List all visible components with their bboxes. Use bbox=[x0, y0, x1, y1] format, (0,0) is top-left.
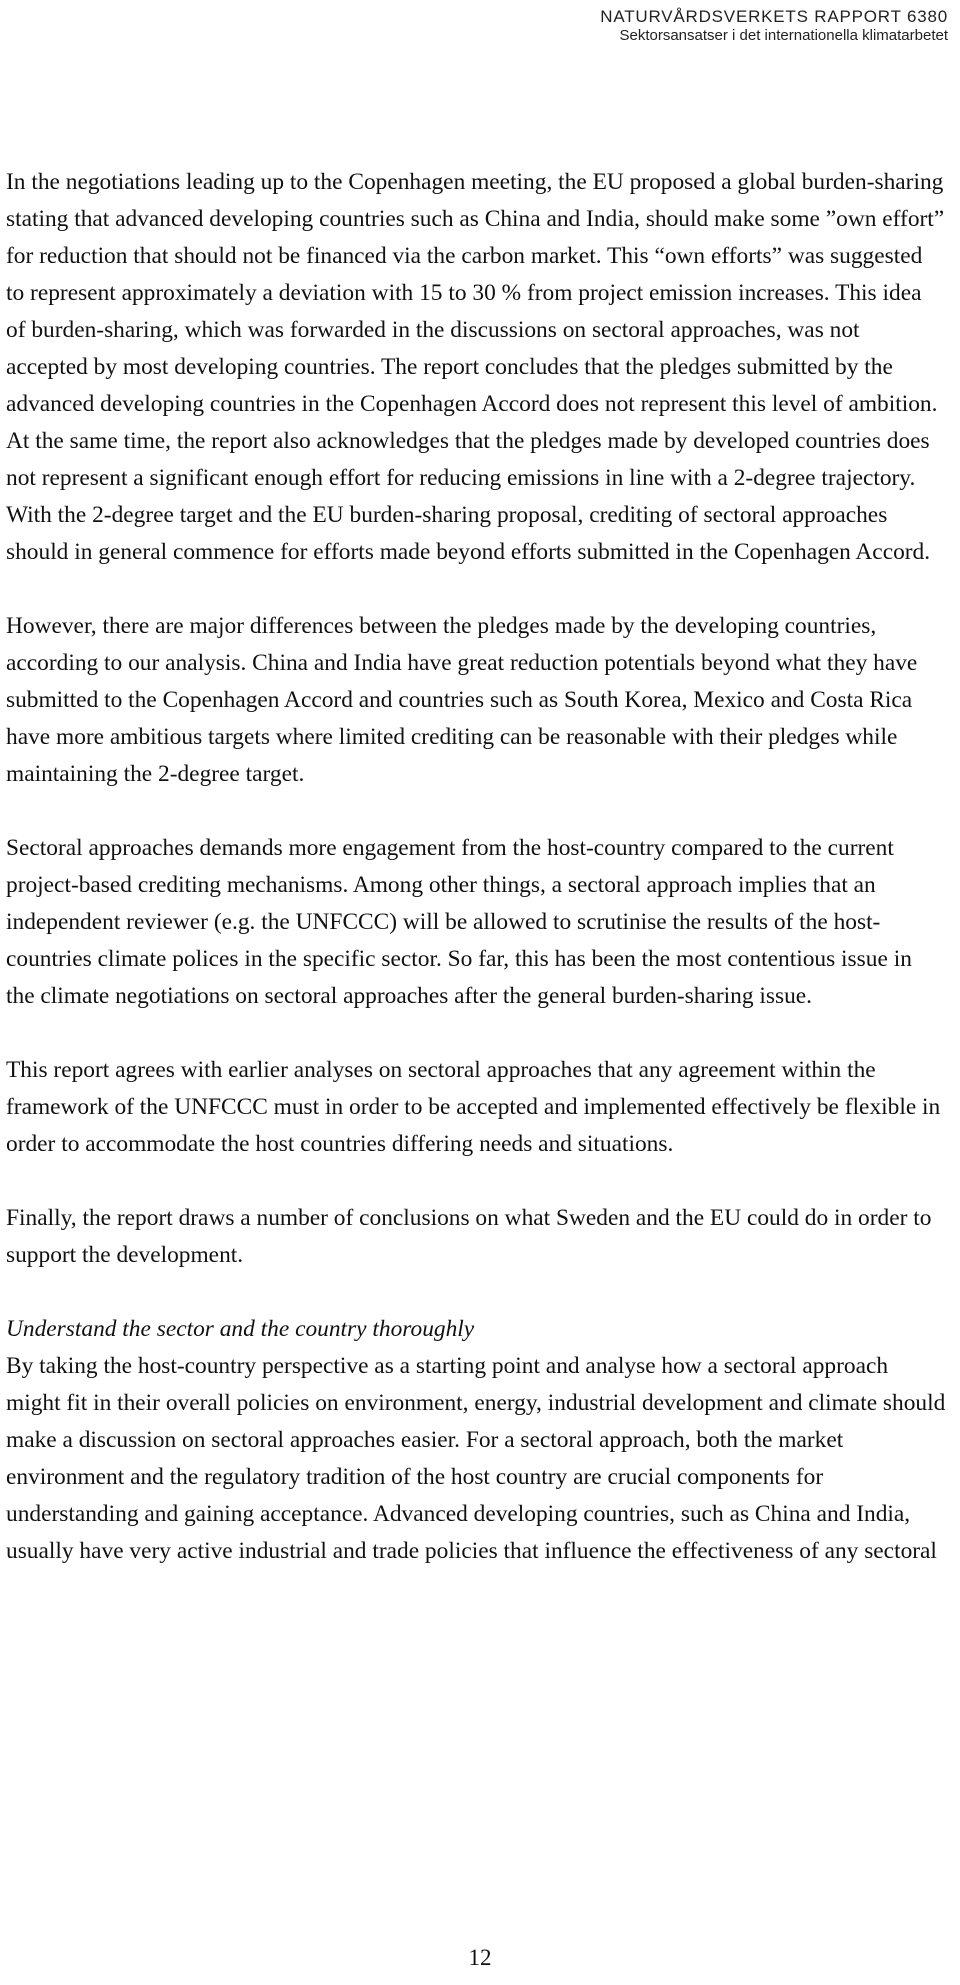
paragraph-pledge-differences: However, there are major differences between the pledges made by the developing countries, according to our analysis. China and India have great reduction potentials beyond what they have submitted to the Copenhagen Accord and countries such as South Korea, Mexico and Costa Rica have more ambitious targets where limited crediting can be reasonable with their pledges while maintaining the 2-degree target. bbox=[6, 613, 918, 787]
paragraph-conclusions: Finally, the report draws a number of conclusions on what Sweden and the EU could do in order to support the development. bbox=[6, 1205, 932, 1268]
page-header bbox=[0, 6, 948, 46]
report-subtitle: Sektorsansatser i det internationella klimatarbetet bbox=[619, 27, 948, 45]
paragraph-flexibility: This report agrees with earlier analyses on sectoral approaches that any agreement within the framework of the UNFCCC must in order to be accepted and implemented effectively be flexible in order to accommodate the host countries differing needs and situations. bbox=[6, 1057, 941, 1157]
section-subheading: Understand the sector and the country thoroughly bbox=[6, 1316, 475, 1342]
page-number: 12 bbox=[468, 1945, 492, 1970]
paragraph-burden-sharing: In the negotiations leading up to the Copenhagen meeting, the EU proposed a global burden-sharing stating that advanced developing countries such as China and India, should make some ”own effort” for reduction that should not be financed via the carbon market. This “own efforts” was suggested to represent approximately a deviation with 15 to 30 % from project emission increases. This idea of burden-sharing, which was forwarded in the discussions on sectoral approaches, was not accepted by most developing countries. The report concludes that the pledges submitted by the advanced developing countries in the Copenhagen Accord does not represent this level of ambition. At the same time, the report also acknowledges that the pledges made by developed countries does not represent a significant enough effort for reducing emissions in line with a 2-degree trajectory. With the 2-degree target and the EU burden-sharing proposal, crediting of sectoral approaches should in general commence for efforts made beyond efforts submitted in the Copenhagen Accord. bbox=[6, 169, 945, 565]
body-text bbox=[6, 164, 946, 1570]
paragraph-host-country-perspective: By taking the host-country perspective as a starting point and analyse how a sectoral approach might fit in their overall policies on environment, energy, industrial development and climate should make a discussion on sectoral approaches easier. For a sectoral approach, both the market environment and the regulatory tradition of the host country are crucial components for understanding and gaining acceptance. Advanced developing countries, such as China and India, usually have very active industrial and trade policies that influence the effectiveness of any sectoral bbox=[6, 1353, 946, 1564]
paragraph-host-country-engagement: Sectoral approaches demands more engagement from the host-country compared to the current project-based crediting mechanisms. Among other things, a sectoral approach implies that an independent reviewer (e.g. the UNFCCC) will be allowed to scrutinise the results of the host-countries climate polices in the specific sector. So far, this has been the most contentious issue in the climate negotiations on sectoral approaches after the general burden-sharing issue. bbox=[6, 835, 912, 1009]
report-title: NATURVÅRDSVERKETS RAPPORT 6380 bbox=[600, 7, 948, 26]
